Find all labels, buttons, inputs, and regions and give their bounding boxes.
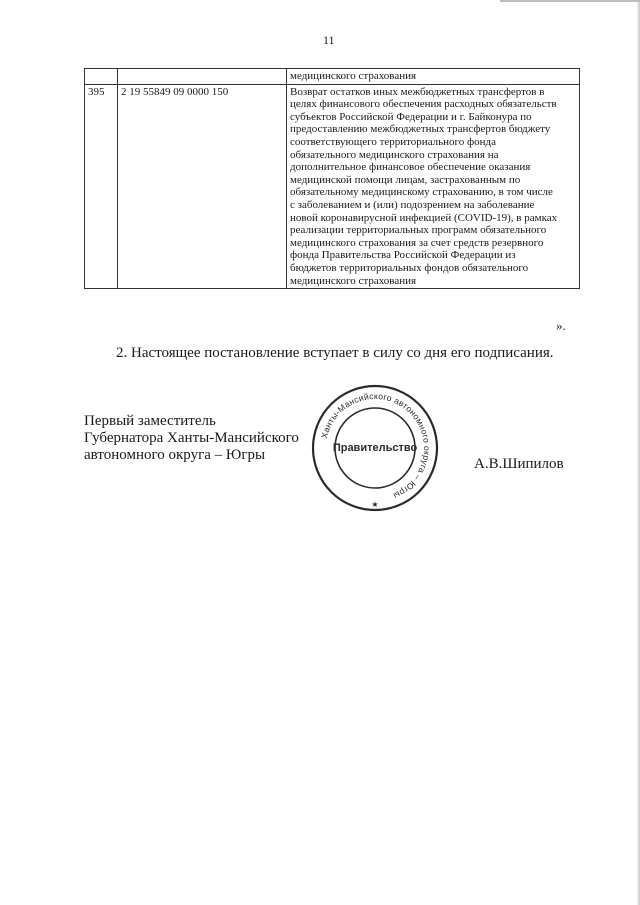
table-cell-num — [85, 69, 118, 85]
seal-star-icon: ★ — [371, 500, 379, 509]
page-number: 11 — [323, 33, 335, 47]
description-line: дополнительное финансовое обеспечение оказания — [290, 161, 531, 174]
description-line: новой коронавирусной инфекцией (COVID-19), в рамках — [290, 211, 558, 224]
table-row-continuation — [85, 69, 580, 85]
table-cell-description — [287, 69, 580, 85]
effective-date-paragraph: 2. Настоящее постановление вступает в силу со дня его подписания. — [116, 345, 554, 361]
seal-ring-text: Ханты-Мансийского автономного округа – Югры — [319, 390, 433, 502]
description-line: субъектов Российской Федерации и г. Байконура по — [290, 110, 532, 123]
description-line: предоставлению межбюджетных трансфертов бюджету — [290, 123, 551, 136]
table-cell-num: 395 — [85, 84, 118, 289]
budget-codes-table — [84, 68, 580, 289]
table-cell-code: 2 19 55849 09 0000 150 — [118, 84, 287, 289]
description-line: обязательному медицинскому страхованию, в том числе — [290, 186, 553, 199]
description-line: медицинского страхования за счет средств резервного — [290, 236, 544, 249]
description-line: с заболеванием и (или) подозрением на заболевание — [290, 198, 535, 211]
signatory-name: А.В.Шипилов — [474, 456, 564, 472]
scan-edge-top — [500, 0, 640, 2]
description-line: медицинского страхования — [290, 70, 417, 82]
seal-center-text: Правительство — [332, 442, 418, 454]
signatory-title-line: автономного округа – Югры — [84, 447, 266, 463]
official-seal — [310, 383, 440, 513]
description-line: целях финансового обеспечения расходных обязательств — [290, 98, 557, 111]
description-line: Возврат остатков иных межбюджетных трансфертов в — [290, 85, 545, 98]
closing-quote: ». — [556, 318, 566, 333]
table-cell-code — [118, 69, 287, 85]
signatory-title-line: Губернатора Ханты-Мансийского — [84, 430, 299, 446]
description-line: реализации территориальных программ обязательного — [290, 224, 547, 237]
description-line: медицинского страхования — [290, 274, 417, 287]
table-row-395 — [85, 84, 580, 289]
signatory-title — [84, 413, 299, 464]
description-line: фонда Правительства Российской Федерации из — [290, 249, 516, 262]
description-line: обязательного медицинского страхования на — [290, 148, 499, 161]
description-line: медицинской помощи лицам, застрахованным по — [290, 173, 521, 186]
signatory-title-line: Первый заместитель — [84, 413, 216, 429]
description-line: бюджетов территориальных фондов обязательного — [290, 261, 529, 274]
table-cell-description — [287, 84, 580, 289]
description-line: соответствующего территориального фонда — [290, 135, 497, 148]
